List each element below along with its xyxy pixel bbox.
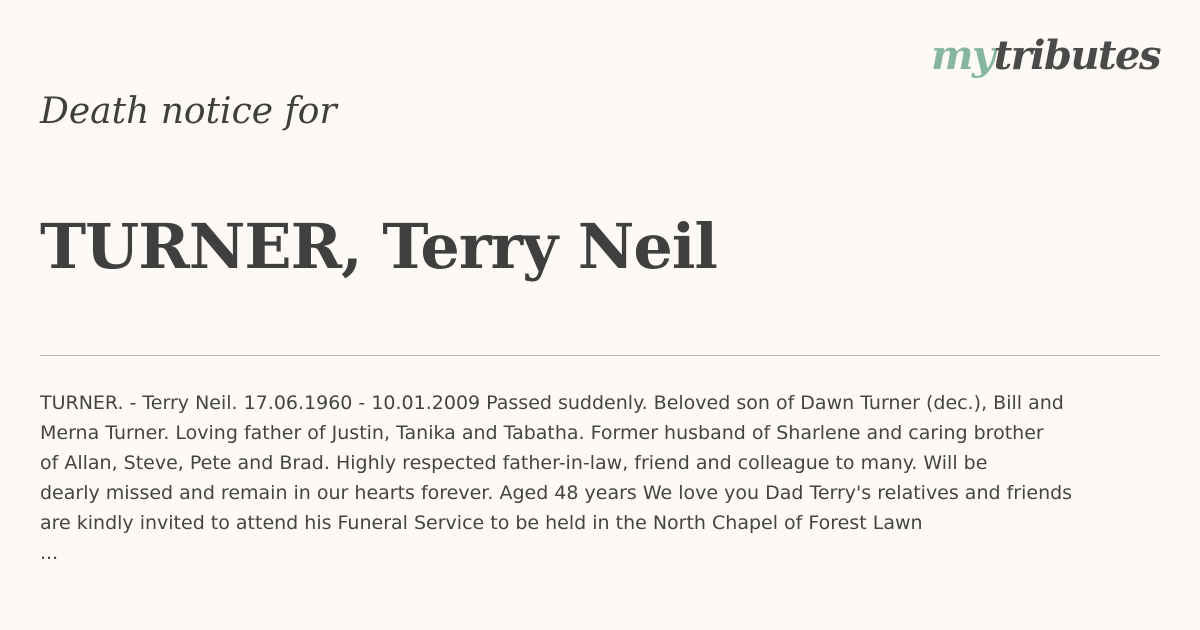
logo-tributes-text: tributes (993, 32, 1160, 79)
truncation-ellipsis: ... (40, 542, 59, 564)
deceased-name-heading: TURNER, Terry Neil (40, 210, 717, 283)
death-notice-label: Death notice for (40, 91, 337, 132)
section-divider (40, 355, 1160, 356)
notice-body-text: TURNER. - Terry Neil. 17.06.1960 - 10.01.2009 Passed suddenly. Beloved son of Dawn Turner (dec.), Bill and Merna Turner. Loving father of Justin, Tanika and Tabatha. Former husband of Sharlene and caring brother of Allan, Steve, Pete and Brad. Highly respected father-in-law, friend and colleague to many. Will be dearly missed and remain in our hearts forever. Aged 48 years We love you Dad Terry's relatives and friends are kindly invited to attend his Funeral Service to be held in the North Chapel of Forest Lawn (40, 392, 1073, 534)
logo-my-text: my (931, 32, 994, 79)
mytributes-logo[interactable] (931, 32, 1160, 79)
